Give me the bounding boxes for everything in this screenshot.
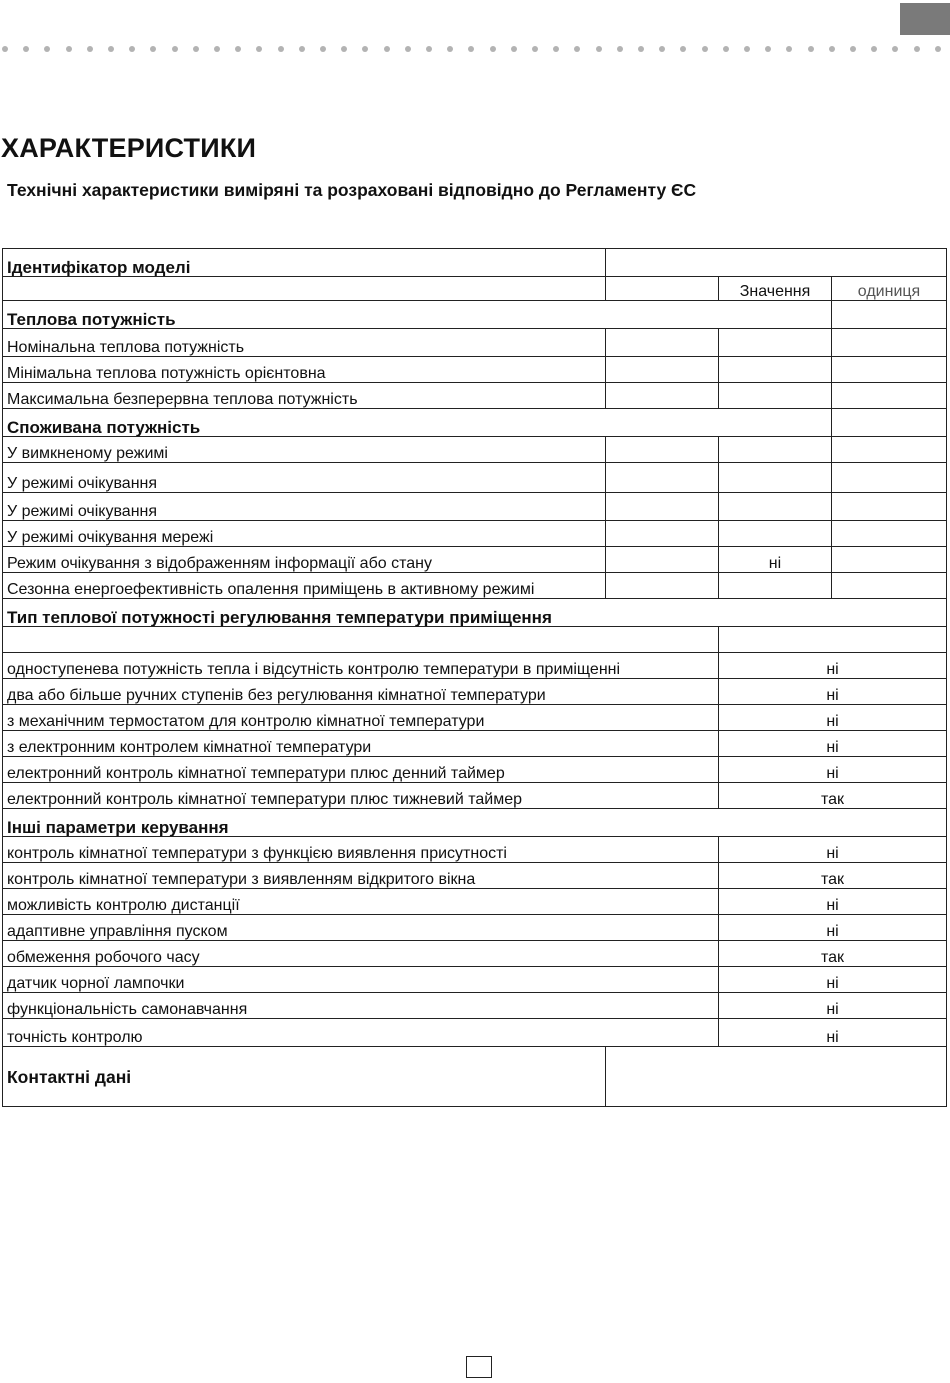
spec-table [2, 248, 947, 1107]
page-title: ХАРАКТЕРИСТИКИ [1, 133, 257, 163]
divider-dot [702, 46, 708, 52]
divider-dot [786, 46, 792, 52]
table-row [3, 437, 947, 463]
divider-dot [150, 46, 156, 52]
table-row [3, 547, 947, 573]
row-value [719, 573, 832, 599]
divider-dot [744, 46, 750, 52]
divider-dot [850, 46, 856, 52]
divider-dot [235, 46, 241, 52]
table-row [3, 521, 947, 547]
table-row [3, 915, 947, 941]
table-row [3, 357, 947, 383]
row-value: так [719, 783, 947, 809]
row-label: одноступенева потужність тепла і відсутність контролю температури в приміщенні [3, 653, 719, 679]
table-row [3, 731, 947, 757]
divider-dot [935, 46, 941, 52]
divider-dot [617, 46, 623, 52]
divider-dot [384, 46, 390, 52]
divider-dot [765, 46, 771, 52]
table-row [3, 329, 947, 357]
table-row [3, 653, 947, 679]
table-row-contact [3, 1047, 947, 1107]
row-label: електронний контроль кімнатної температури плюс денний таймер [3, 757, 719, 783]
divider-dot [680, 46, 686, 52]
row-label: Сезонна енергоефективність опалення приміщень в активному режимі [3, 573, 606, 599]
divider-dot [87, 46, 93, 52]
row-value [719, 521, 832, 547]
model-id-label: Ідентифікатор моделі [3, 249, 606, 277]
divider-dot [193, 46, 199, 52]
divider-dot [426, 46, 432, 52]
table-row [3, 493, 947, 521]
row-value: ні [719, 705, 947, 731]
page-subtitle: Технічні характеристики виміряні та розраховані відповідно до Регламенту ЄС [7, 180, 697, 200]
row-value: ні [719, 915, 947, 941]
row-label: обмеження робочого часу [3, 941, 719, 967]
divider-dot [447, 46, 453, 52]
table-row [3, 837, 947, 863]
row-label: У режимі очікування [3, 463, 606, 493]
table-row [3, 705, 947, 731]
divider-dot [723, 46, 729, 52]
divider-dot [2, 46, 8, 52]
row-label: контроль кімнатної температури з виявленням відкритого вікна [3, 863, 719, 889]
row-value: так [719, 863, 947, 889]
row-value: ні [719, 757, 947, 783]
row-label: У режимі очікування мережі [3, 521, 606, 547]
row-value: ні [719, 889, 947, 915]
divider-dot [638, 46, 644, 52]
table-row-model-id [3, 249, 947, 277]
divider-dot [278, 46, 284, 52]
contact-label: Контактні дані [3, 1047, 606, 1107]
section-power-consumption [3, 409, 947, 437]
corner-tab [900, 3, 950, 35]
table-row [3, 463, 947, 493]
divider-dot [914, 46, 920, 52]
row-label: Мінімальна теплова потужність орієнтовна [3, 357, 606, 383]
row-label: адаптивне управління пуском [3, 915, 719, 941]
divider-dot [574, 46, 580, 52]
row-label: У вимкненому режимі [3, 437, 606, 463]
row-value: ні [719, 837, 947, 863]
divider-dot [256, 46, 262, 52]
table-row [3, 383, 947, 409]
table-row [3, 967, 947, 993]
table-row [3, 679, 947, 705]
contact-value [606, 1047, 947, 1107]
divider-dot [553, 46, 559, 52]
row-label: Режим очікування з відображенням інформації або стану [3, 547, 606, 573]
divider-dot [532, 46, 538, 52]
row-label: Максимальна безперервна теплова потужність [3, 383, 606, 409]
divider-dot [66, 46, 72, 52]
divider-dot [214, 46, 220, 52]
column-header-value: Значення [719, 277, 832, 301]
row-value: так [719, 941, 947, 967]
row-label: датчик чорної лампочки [3, 967, 719, 993]
model-id-value [606, 249, 947, 277]
divider-dot [172, 46, 178, 52]
divider-dot [871, 46, 877, 52]
section-title: Теплова потужність [3, 301, 832, 329]
row-label: точність контролю [3, 1019, 719, 1047]
section-title: Споживана потужність [3, 409, 832, 437]
table-row [3, 757, 947, 783]
row-label: з механічним термостатом для контролю кімнатної температури [3, 705, 719, 731]
row-label: Номінальна теплова потужність [3, 329, 606, 357]
row-value [719, 437, 832, 463]
row-value: ні [719, 547, 832, 573]
divider-dot [468, 46, 474, 52]
divider-dot [511, 46, 517, 52]
page-number-box [466, 1356, 492, 1378]
divider-dot [299, 46, 305, 52]
row-value: ні [719, 1019, 947, 1047]
row-value: ні [719, 993, 947, 1019]
row-value: ні [719, 653, 947, 679]
divider-dot [23, 46, 29, 52]
row-value [719, 493, 832, 521]
section-heat-output-type [3, 599, 947, 627]
divider-dot [320, 46, 326, 52]
divider-dot [659, 46, 665, 52]
row-value [719, 463, 832, 493]
divider-dot [892, 46, 898, 52]
row-label: можливість контролю дистанції [3, 889, 719, 915]
section-title: Тип теплової потужності регулювання температури приміщення [3, 599, 947, 627]
row-label: з електронним контролем кімнатної температури [3, 731, 719, 757]
table-row-column-headers [3, 277, 947, 301]
row-label: функціональність самонавчання [3, 993, 719, 1019]
divider-dot [108, 46, 114, 52]
section-title: Інші параметри керування [3, 809, 947, 837]
divider-dot [362, 46, 368, 52]
table-row-blank [3, 627, 947, 653]
table-row [3, 783, 947, 809]
table-row [3, 863, 947, 889]
divider-dot [129, 46, 135, 52]
divider-dot [596, 46, 602, 52]
divider-dot [405, 46, 411, 52]
table-row [3, 889, 947, 915]
column-header-unit: одиниця [832, 277, 947, 301]
divider-dot [829, 46, 835, 52]
divider-dot [44, 46, 50, 52]
row-value: ні [719, 731, 947, 757]
table-row [3, 573, 947, 599]
row-value: ні [719, 679, 947, 705]
row-value: ні [719, 967, 947, 993]
row-label: електронний контроль кімнатної температури плюс тижневий таймер [3, 783, 719, 809]
table-row [3, 1019, 947, 1047]
divider-dot [490, 46, 496, 52]
section-heat-output [3, 301, 947, 329]
divider-dot [808, 46, 814, 52]
dotted-divider [0, 46, 950, 54]
row-label: контроль кімнатної температури з функцією виявлення присутності [3, 837, 719, 863]
row-label: У режимі очікування [3, 493, 606, 521]
divider-dot [341, 46, 347, 52]
table-row [3, 941, 947, 967]
table-row [3, 993, 947, 1019]
section-other-controls [3, 809, 947, 837]
row-label: два або більше ручних ступенів без регулювання кімнатної температури [3, 679, 719, 705]
